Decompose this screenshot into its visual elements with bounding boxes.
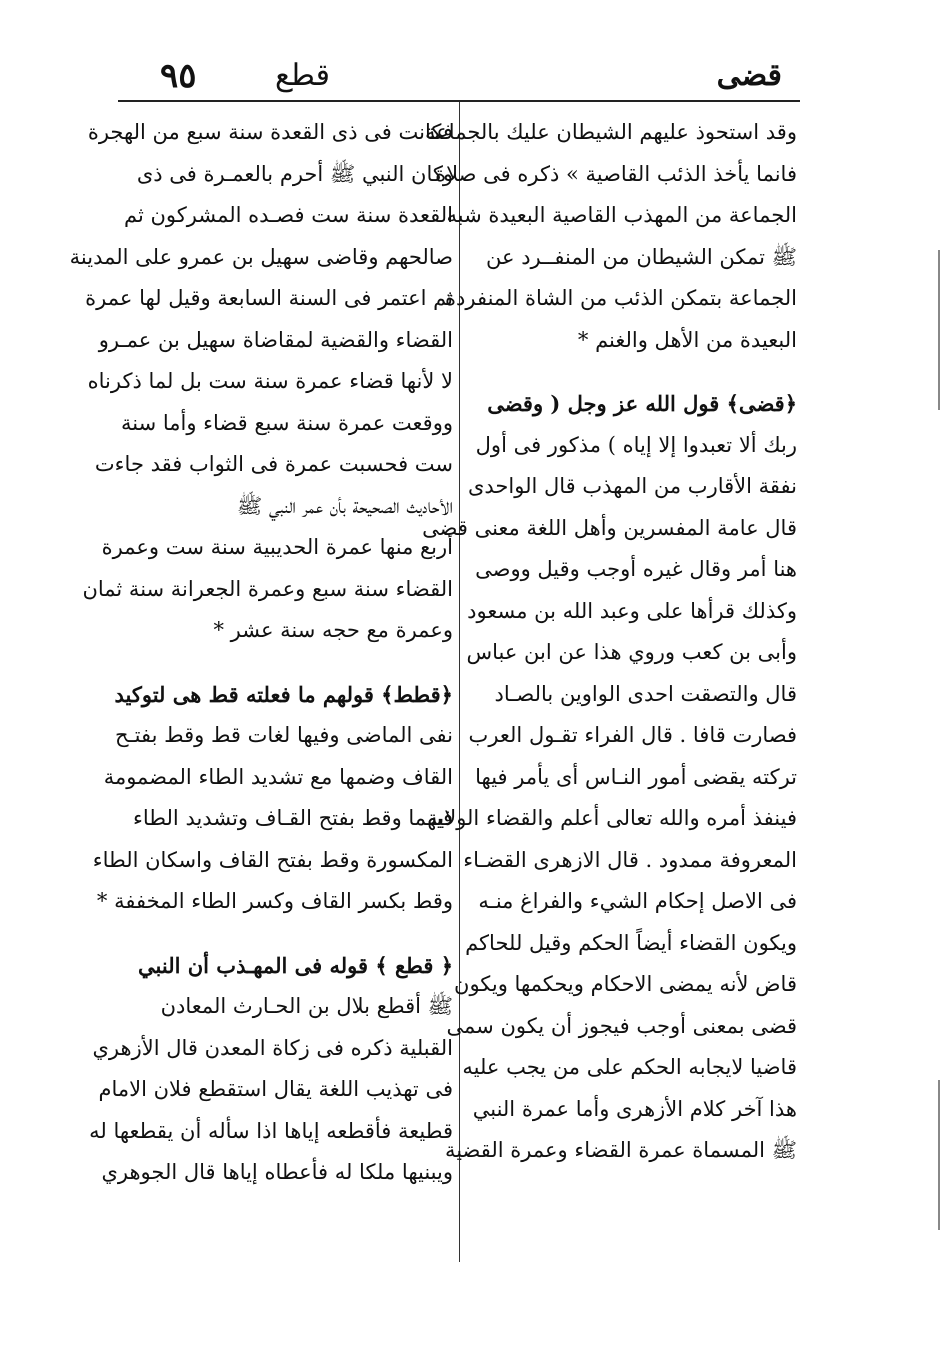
text-line: ويبنيها ملكا له فأعطاه إياها قال الجوهري <box>101 1160 453 1184</box>
text-line: قطيعة فأقطعه إياها اذا سأله أن يقطعها له <box>89 1118 453 1143</box>
entry-heading-line: ﴿قضى﴾ قول الله عز وجل ( وقضى <box>487 391 797 416</box>
text-line: ست فحسبت عمرة فى الثواب فقد جاءت <box>94 452 453 476</box>
text-line: وعمرة مع حجه سنة عشر * <box>213 618 453 642</box>
text-line: هنا أمر وقال غيره أوجب وقيل ووصى <box>475 557 797 581</box>
text-line: ويكون القضاء أيضاً الحكم وقيل للحاكم <box>465 930 797 955</box>
paragraph <box>69 112 453 652</box>
text-line: وأبى بن كعب وروي هذا عن ابن عباس <box>466 640 797 664</box>
text-line: فكانت فى ذى القعدة سنة سبع من الهجرة <box>87 120 453 144</box>
text-line: الجماعة بتمكن الذئب من الشاة المنفردة <box>445 286 797 310</box>
entry-heading-line: ﴿قطط﴾ قولهم ما فعلته قط هى لتوكيد <box>114 681 453 707</box>
column-divider <box>459 102 460 1262</box>
left-column <box>69 112 453 1194</box>
paragraph <box>425 112 797 361</box>
text-line: ﷺ المسماة عمرة القضاء وعمرة القضية <box>444 1138 797 1162</box>
text-line: فينفذ أمره والله تعالى أعلم والقضاء الولاية <box>427 806 797 830</box>
page-number: ٩٥ <box>160 56 197 96</box>
paragraph <box>422 383 797 1172</box>
text-line: القبلية ذكره فى زكاة المعدن قال الأزهري <box>92 1035 453 1060</box>
text-line: وكان النبي ﷺ أحرم بالعمـرة فى ذى <box>136 161 453 186</box>
text-line: قاضيا لايجابه الحكم على من يجب عليه <box>462 1055 797 1079</box>
running-head-left: قطع <box>275 58 330 93</box>
text-line: وقط بكسر القاف وكسر الطاء المخففة * <box>96 889 453 913</box>
paragraph <box>89 945 453 1194</box>
text-line: ﷺ تمكن الشيطان من المنفــرد عن <box>486 244 797 269</box>
text-line: وقد استحوذ عليهم الشيطان عليك بالجماعة <box>425 120 797 144</box>
text-line: ووقعت عمرة سنة سبع قضاء وأما سنة <box>120 410 453 435</box>
text-line: قاض لأنه يمضى الاحكام ويحكمها ويكون <box>454 972 797 996</box>
text-line: تركته يقضى أمور النـاس أى يأمر فيها <box>475 764 797 789</box>
text-line: لا لأنها قضاء عمرة سنة ست بل لما ذكرناه <box>87 369 453 393</box>
text-line: المعروفة ممدود . قال الازهرى القضـاء <box>463 847 797 872</box>
text-line: القاف وضمها مع تشديد الطاء المضمومة <box>103 764 453 789</box>
text-line: ربك ألا تعبدوا إلا إياه ) مذكور فى أول <box>475 432 797 457</box>
text-line: القعدة سنة ست فصـده المشركون ثم <box>123 203 453 227</box>
text-line: القضاء سنة سبع وعمرة الجعرانة سنة ثمان <box>82 576 453 601</box>
text-line: هذا آخر كلام الأزهرى وأما عمرة النبي <box>472 1096 797 1121</box>
text-line: فى الاصل إحكام الشيء والفراغ منـه <box>478 889 797 913</box>
text-line: قال والتصقت احدى الواوين بالصـاد <box>494 681 797 706</box>
paragraph <box>92 674 453 923</box>
margin-mark <box>938 250 940 410</box>
text-line: المكسورة وقط بفتح القاف واسكان الطاء <box>92 847 453 872</box>
text-line: وكذلك قرأها على وعبد الله بن مسعود <box>467 598 797 623</box>
paragraph-gap <box>118 923 453 945</box>
text-line: فصارت قافا . قال الفراء تقـول العرب <box>468 723 797 747</box>
text-line: فانما يأخذ الذئب القاصية » ذكره فى صلاة <box>435 161 797 186</box>
text-line: أربع منها عمرة الحديبية سنة ست وعمرة <box>101 535 453 559</box>
text-line: القضاء والقضية لمقاضاة سهيل بن عمـرو <box>98 327 453 352</box>
text-line: الجماعة من المهذب القاصية البعيدة شبه <box>446 203 797 227</box>
text-line: قال عامة المفسرين وأهل اللغة معنى قضى <box>422 515 797 540</box>
paragraph-gap <box>462 361 797 383</box>
page-header <box>110 52 790 100</box>
text-line: قضى بمعنى أوجب فيجوز أن يكون سمى <box>446 1013 797 1038</box>
text-line: فى تهذيب اللغة يقال استقطع فلان الامام <box>98 1077 453 1101</box>
entry-heading-line: ﴿ قطع ﴾ قوله فى المهـذب أن النبي <box>138 952 453 978</box>
right-column <box>422 112 797 1172</box>
text-line: البعيدة من الأهل والغنم * <box>577 327 797 352</box>
text-line: ﷺ أقطع بلال بن الحـارث المعادن <box>160 994 453 1018</box>
margin-mark <box>938 1080 940 1230</box>
running-head-right: قضى <box>716 58 782 93</box>
text-line: الأحاديث الصحيحة بأن عمر النبي ﷺ <box>236 493 453 518</box>
text-line: فيهما وقط بفتح القـاف وتشديد الطاء <box>133 806 453 830</box>
text-line: صالحهم وقاضى سهيل بن عمرو على المدينة <box>69 244 453 269</box>
text-line: نفقة الأقارب من المهذب قال الواحدى <box>467 474 797 498</box>
text-line: نفى الماضى وفيها لغات قط وقط بفتـح <box>114 723 453 747</box>
text-line: ثم اعتمر فى السنة السابعة وقيل لها عمرة <box>85 286 453 310</box>
paragraph-gap <box>118 652 453 674</box>
